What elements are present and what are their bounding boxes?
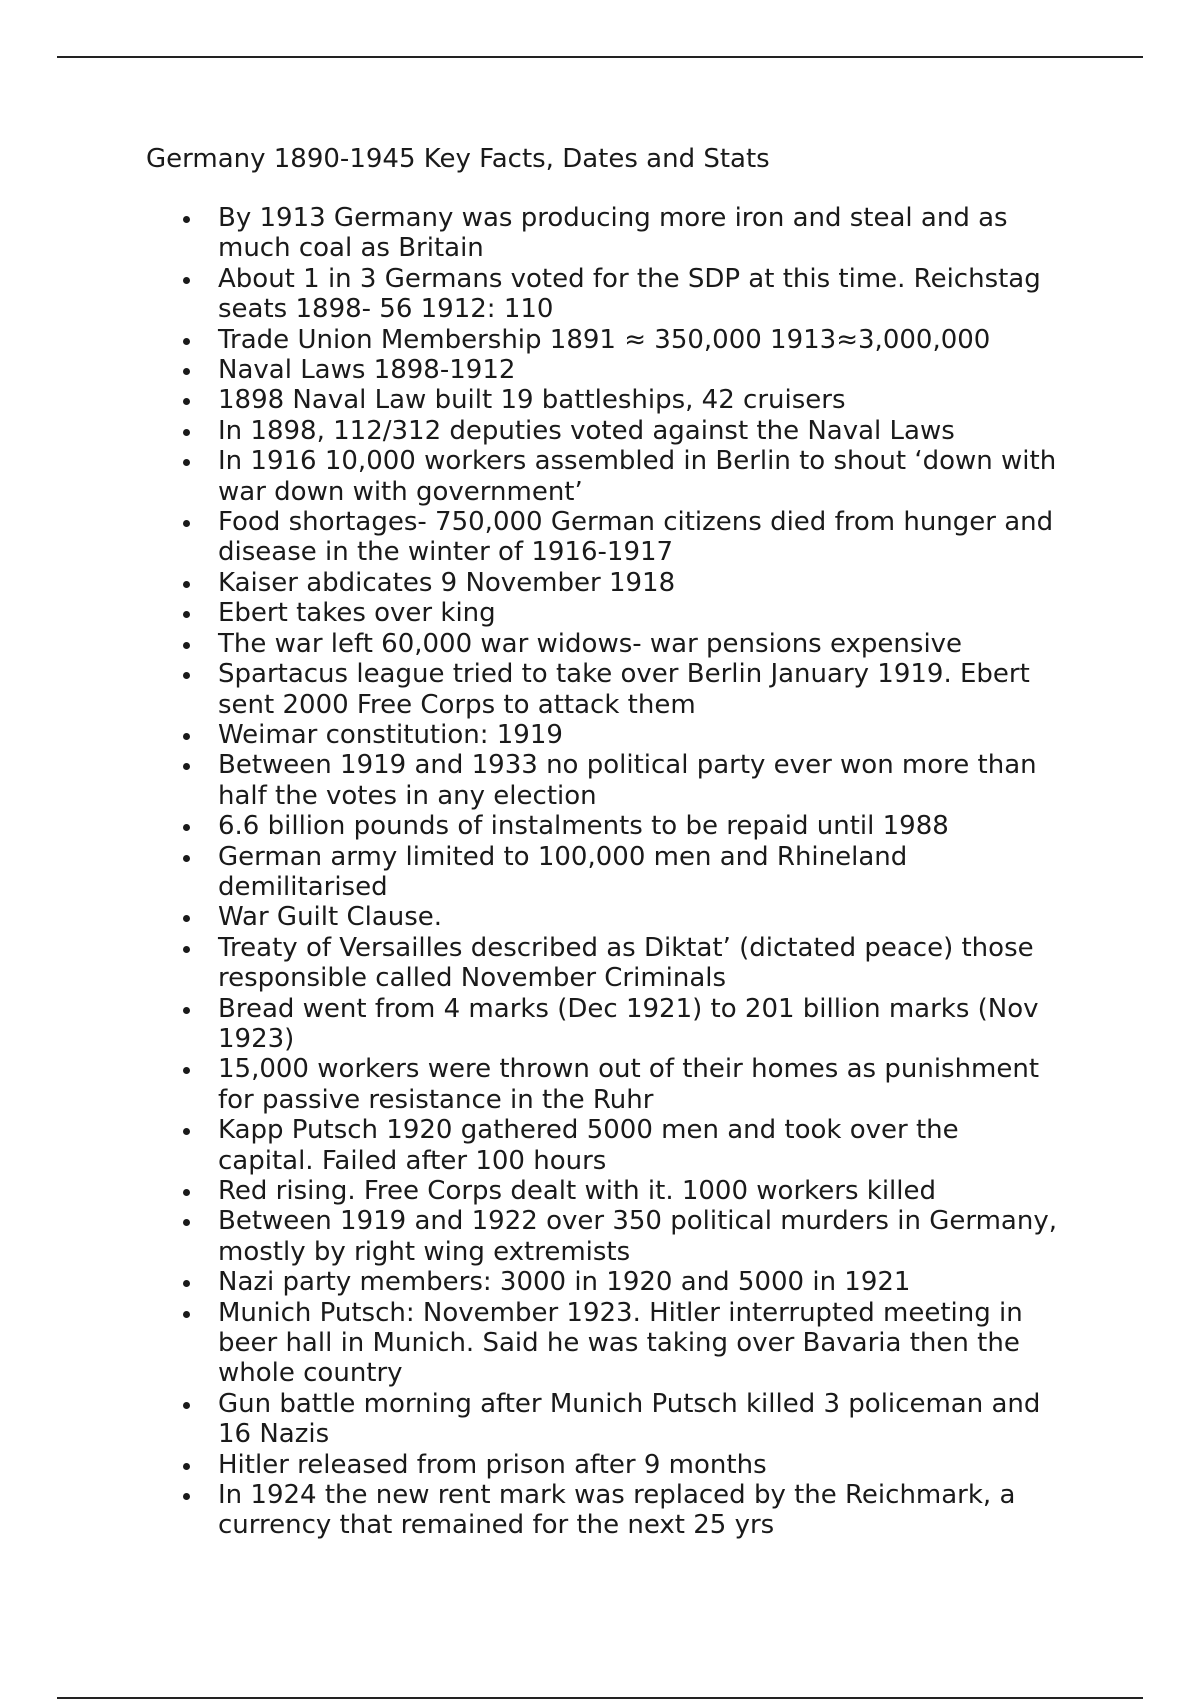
bullet-icon [183,581,190,588]
fact-text: In 1924 the new rent mark was replaced by the Reichmark, a currency that remained for the next 25 yrs [218,1480,1016,1541]
list-item [180,1054,1060,1115]
bullet-icon [183,672,190,679]
bullet-icon [183,946,190,953]
list-item [180,446,1060,507]
fact-list [180,203,1060,1541]
fact-text: Kaiser abdicates 9 November 1918 [218,567,676,598]
fact-text: Between 1919 and 1933 no political party ever won more than half the votes in any election [218,750,1037,811]
bullet-icon [183,1189,190,1196]
bullet-icon [183,277,190,284]
list-item [180,720,1060,750]
bullet-icon [183,824,190,831]
list-item [180,842,1060,903]
list-item [180,1298,1060,1389]
fact-text: Trade Union Membership 1891 ≈ 350,000 1913≈3,000,000 [218,324,991,355]
bullet-icon [183,1219,190,1226]
top-rule [57,56,1143,58]
list-item [180,598,1060,628]
fact-text: Naval Laws 1898-1912 [218,355,516,386]
bullet-icon [183,1280,190,1287]
list-item [180,355,1060,385]
list-item [180,1115,1060,1176]
list-item [180,902,1060,932]
list-item [180,750,1060,811]
fact-text: Kapp Putsch 1920 gathered 5000 men and took over the capital. Failed after 100 hours [218,1115,959,1176]
bullet-icon [183,1311,190,1318]
fact-text: About 1 in 3 Germans voted for the SDP at this time. Reichstag seats 1898- 56 1912: 110 [218,263,1041,325]
list-item [180,1267,1060,1297]
fact-text: 6.6 billion pounds of instalments to be repaid until 1988 [218,811,949,842]
list-item [180,507,1060,568]
fact-text: By 1913 Germany was producing more iron and steal and as much coal as Britain [218,203,1008,264]
fact-text: Gun battle morning after Munich Putsch killed 3 policeman and 16 Nazis [218,1388,1041,1450]
list-item [180,385,1060,415]
list-item [180,994,1060,1055]
fact-text: In 1898, 112/312 deputies voted against the Naval Laws [218,415,955,446]
fact-text: Between 1919 and 1922 over 350 political murders in Germany, mostly by right wing extremists [218,1206,1057,1267]
list-item [180,325,1060,355]
fact-text: German army limited to 100,000 men and Rhineland demilitarised [218,841,908,902]
bullet-icon [183,1007,190,1014]
fact-text: In 1916 10,000 workers assembled in Berlin to shout ‘down with war down with government’ [218,446,1057,507]
fact-text: Munich Putsch: November 1923. Hitler interrupted meeting in beer hall in Munich. Said he was taking over Bavaria then the whole country [218,1297,1023,1389]
fact-text: Hitler released from prison after 9 months [218,1449,767,1480]
bullet-icon [183,763,190,770]
bullet-icon [183,733,190,740]
list-item [180,659,1060,720]
list-item [180,1206,1060,1267]
list-item [180,1389,1060,1450]
bullet-icon [183,855,190,862]
list-item [180,1176,1060,1206]
bullet-icon [183,1067,190,1074]
bullet-icon [183,915,190,922]
list-item [180,933,1060,994]
bullet-icon [183,429,190,436]
list-item [180,416,1060,446]
list-item [180,568,1060,598]
bottom-rule [57,1697,1143,1699]
fact-text: Red rising. Free Corps dealt with it. 1000 workers killed [218,1176,936,1206]
bullet-icon [183,642,190,649]
list-item [180,629,1060,659]
bullet-icon [183,1128,190,1135]
bullet-icon [183,368,190,375]
list-item [180,1480,1060,1541]
fact-text: Spartacus league tried to take over Berlin January 1919. Ebert sent 2000 Free Corps to attack them [218,659,1030,720]
list-item [180,1450,1060,1480]
bullet-icon [183,338,190,345]
fact-text: Weimar constitution: 1919 [218,719,563,750]
fact-text: 15,000 workers were thrown out of their homes as punishment for passive resistance in the Ruhr [218,1054,1040,1115]
bullet-icon [183,1402,190,1409]
bullet-icon [183,398,190,405]
bullet-icon [183,1493,190,1500]
fact-text: Nazi party members: 3000 in 1920 and 5000 in 1921 [218,1267,911,1298]
fact-text: The war left 60,000 war widows- war pensions expensive [218,628,963,659]
fact-text: Ebert takes over king [218,598,496,629]
fact-text: 1898 Naval Law built 19 battleships, 42 cruisers [218,385,846,416]
fact-text: Food shortages- 750,000 German citizens died from hunger and disease in the winter of 1916-1917 [218,507,1054,568]
fact-text: Treaty of Versailles described as Diktat’ (dictated peace) those responsible called November Criminals [218,932,1034,994]
bullet-icon [183,459,190,466]
fact-text: Bread went from 4 marks (Dec 1921) to 201 billion marks (Nov 1923) [218,993,1039,1054]
fact-text: War Guilt Clause. [218,902,443,933]
bullet-icon [183,520,190,527]
bullet-icon [183,216,190,223]
bullet-icon [183,1463,190,1470]
list-item [180,203,1060,264]
bullet-icon [183,611,190,618]
list-item [180,811,1060,841]
list-item [180,264,1060,325]
document-title: Germany 1890-1945 Key Facts, Dates and Stats [146,144,770,174]
